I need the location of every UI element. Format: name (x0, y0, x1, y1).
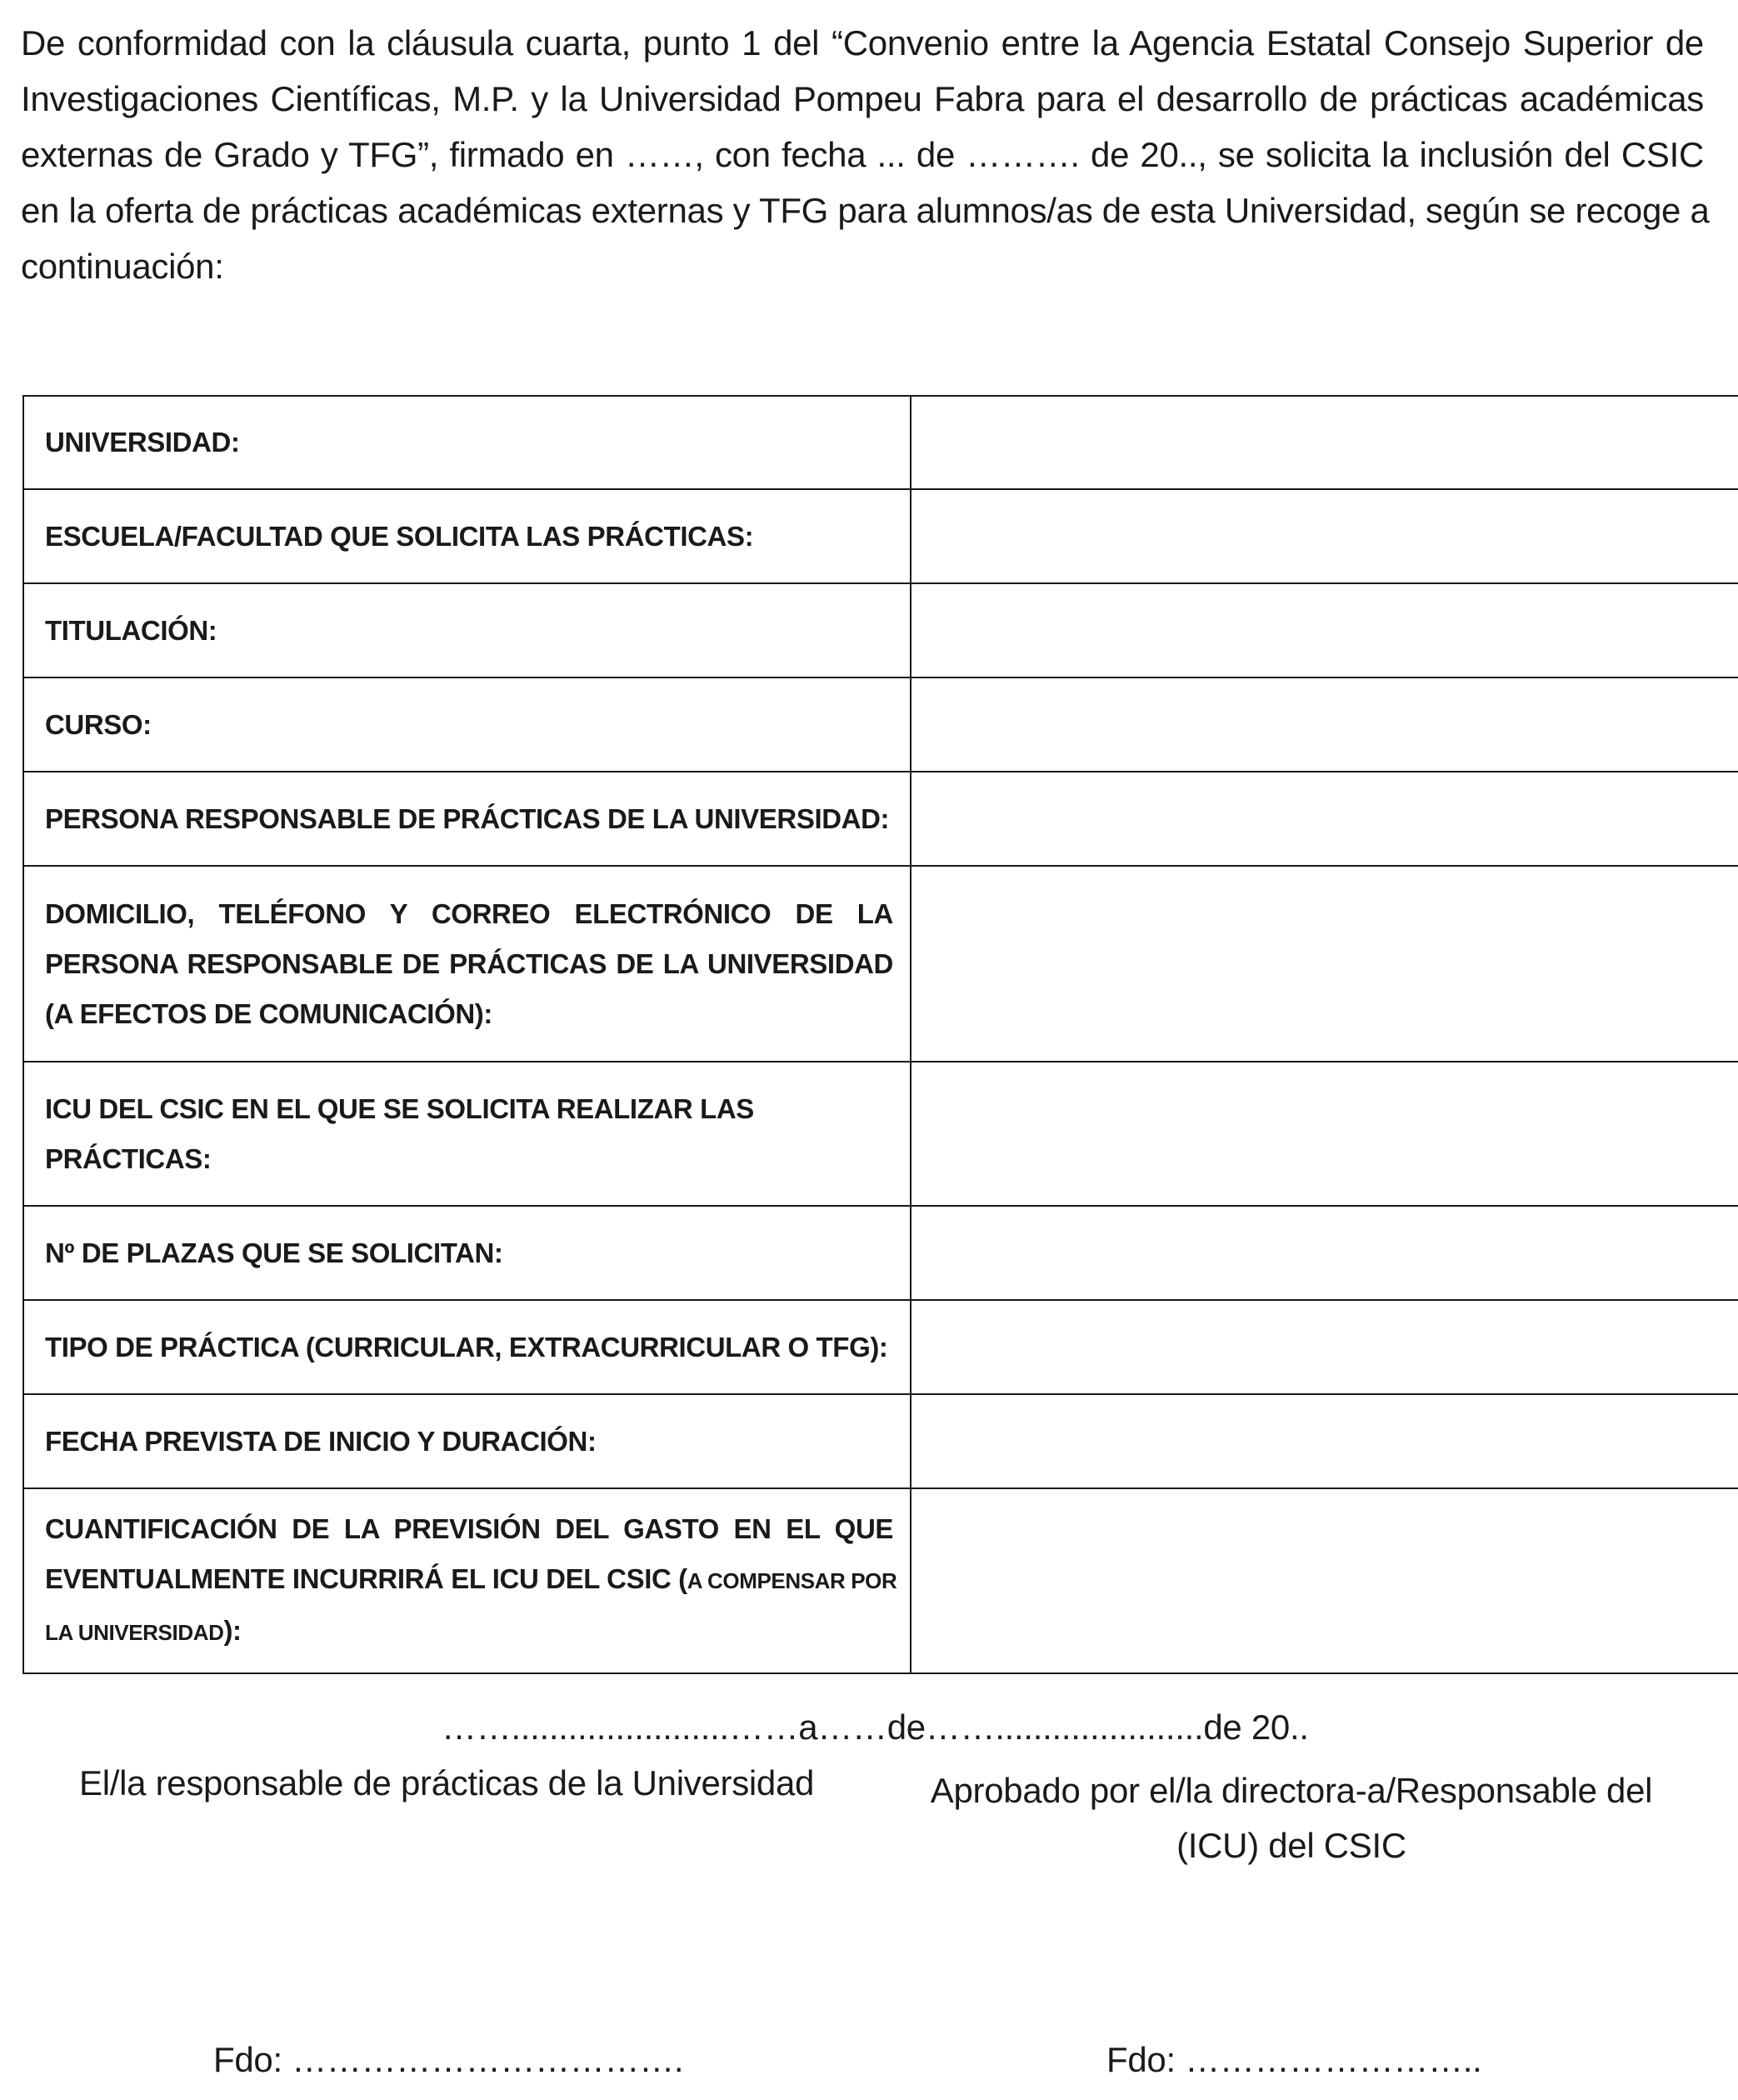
table-row (23, 489, 1738, 583)
intro-line: externas de Grado y TFG”, firmado en ……, con fecha ... de ………. de 20.., se solicita la inclusión del CSIC (21, 135, 1704, 174)
intro-paragraph (21, 15, 1710, 294)
field-value-persona-responsable[interactable] (911, 772, 1738, 866)
table-row (23, 396, 1738, 489)
table-row (23, 1488, 1738, 1673)
label-fragment: EVENTUALMENTE INCURRIRÁ EL ICU DEL CSIC ( (45, 1563, 687, 1594)
label-line: PRÁCTICAS: (45, 1142, 212, 1174)
field-value-tipo-practica[interactable] (911, 1300, 1738, 1394)
field-value-numero-plazas[interactable] (911, 1206, 1738, 1300)
field-value-escuela-facultad[interactable] (911, 489, 1738, 583)
field-value-cuantificacion-gasto[interactable] (911, 1488, 1738, 1673)
field-value-curso[interactable] (911, 678, 1738, 772)
table-row (23, 678, 1738, 772)
label-line: (A EFECTOS DE COMUNICACIÓN): (45, 998, 492, 1029)
field-label-persona-responsable: PERSONA RESPONSABLE DE PRÁCTICAS DE LA UNIVERSIDAD: (23, 772, 911, 866)
table-row (23, 583, 1738, 678)
intro-line: De conformidad con la cláusula cuarta, punto 1 del “Convenio entre la Agencia Estatal Consejo Superior de (21, 23, 1704, 62)
label-line: PERSONA RESPONSABLE DE PRÁCTICAS DE LA UNIVERSIDAD (45, 948, 893, 979)
right-signatory-line: (ICU) del CSIC (1176, 1826, 1406, 1865)
field-value-domicilio-contacto[interactable] (911, 866, 1738, 1062)
label-line: ICU DEL CSIC EN EL QUE SE SOLICITA REALIZAR LAS (45, 1092, 754, 1124)
label-line: CUANTIFICACIÓN DE LA PREVISIÓN DEL GASTO EN EL QUE (45, 1513, 893, 1544)
field-label-tipo-practica: TIPO DE PRÁCTICA (CURRICULAR, EXTRACURRICULAR O TFG): (23, 1300, 911, 1394)
table-row (23, 772, 1738, 866)
table-row (23, 1300, 1738, 1394)
place-date-line: …….......................……a……de……......................de 20.. (442, 1708, 1309, 1747)
field-value-fecha-inicio[interactable] (911, 1394, 1738, 1488)
field-label-domicilio-contacto (23, 866, 911, 1062)
field-label-universidad: UNIVERSIDAD: (23, 396, 911, 489)
table-row (23, 1206, 1738, 1300)
field-value-icu-csic[interactable] (911, 1062, 1738, 1206)
intro-line: continuación: (21, 247, 224, 286)
table-row (23, 1394, 1738, 1488)
label-line (45, 1606, 893, 1658)
request-form-table (22, 395, 1738, 1674)
label-fragment: LA UNIVERSIDAD (45, 1620, 224, 1645)
left-signature-field: Fdo: ……………………………. (213, 2040, 684, 2079)
field-label-numero-plazas: Nº DE PLAZAS QUE SE SOLICITAN: (23, 1206, 911, 1300)
table-row (23, 866, 1738, 1062)
right-signatory-title (925, 1763, 1658, 1873)
field-value-titulacion[interactable] (911, 583, 1738, 678)
label-fragment: ): (223, 1615, 242, 1646)
intro-line: Investigaciones Científicas, M.P. y la Universidad Pompeu Fabra para el desarrollo de prácticas académicas (21, 79, 1704, 118)
label-fragment: A COMPENSAR POR (687, 1568, 897, 1593)
right-signatory-line: Aprobado por el/la directora-a/Responsable del (930, 1771, 1653, 1810)
field-label-escuela-facultad: ESCUELA/FACULTAD QUE SOLICITA LAS PRÁCTICAS: (23, 489, 911, 583)
intro-line: en la oferta de prácticas académicas externas y TFG para alumnos/as de esta Universidad, según se recoge a (21, 191, 1710, 230)
left-signatory-title: El/la responsable de prácticas de la Universidad (79, 1763, 815, 1802)
label-line (45, 1554, 897, 1606)
label-line: DOMICILIO, TELÉFONO Y CORREO ELECTRÓNICO DE LA (45, 898, 893, 929)
field-label-cuantificacion-gasto (23, 1488, 911, 1673)
field-label-fecha-inicio: FECHA PREVISTA DE INICIO Y DURACIÓN: (23, 1394, 911, 1488)
field-label-icu-csic (23, 1062, 911, 1206)
table-row (23, 1062, 1738, 1206)
field-label-titulacion: TITULACIÓN: (23, 583, 911, 678)
field-value-universidad[interactable] (911, 396, 1738, 489)
field-label-curso: CURSO: (23, 678, 911, 772)
right-signature-field: Fdo: …………………….. (1106, 2040, 1482, 2079)
